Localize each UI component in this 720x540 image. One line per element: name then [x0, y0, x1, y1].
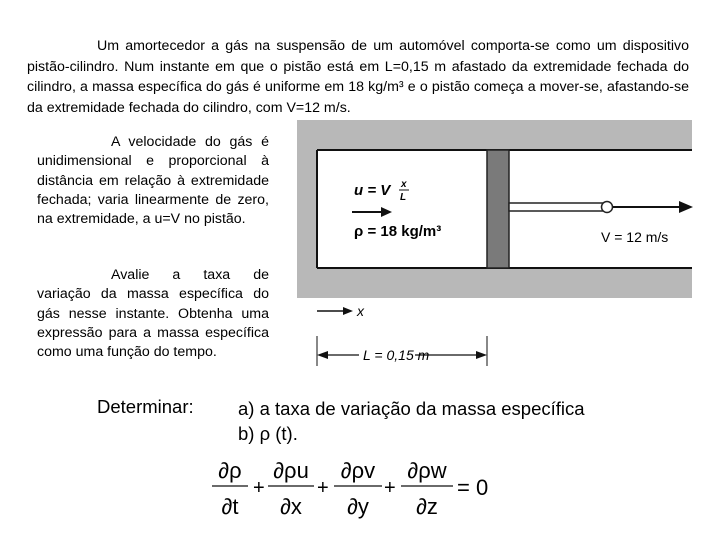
plus-sign-3: + — [384, 477, 396, 499]
term2-numerator: ∂ρu — [273, 458, 309, 483]
density-label: ρ = 18 kg/m³ — [354, 223, 442, 240]
plus-sign-2: + — [317, 477, 329, 499]
velocity-note-text: A velocidade do gás é unidimensional e proporcional à distância em relação à extremidade fechada; varia linearmente de zero, na extremidade, a u=V no pistão. — [37, 134, 269, 228]
flow-arrowhead — [381, 207, 392, 217]
cylinder-closed-end — [297, 120, 317, 298]
length-arrowhead-right — [476, 351, 487, 359]
piston-rod — [509, 203, 605, 211]
problem-intro-text: Um amortecedor a gás na suspensão de um automóvel comporta-se como um dispositivo pistão-cilindro. Num instante em que o pistão está em L=0,15 m afastado da extremidade fechada do cilindro, a massa específica do gás é uniforme em 18 kg/m³ e o pistão começa a mover-se, afastando-se da extremidade fechada do cilindro, com V=12 m/s. — [27, 38, 689, 116]
velocity-arrowhead — [679, 201, 693, 213]
velocity-note-paragraph — [37, 133, 269, 229]
fraction-numerator: x — [401, 179, 407, 190]
term2-denominator: ∂x — [280, 494, 302, 519]
piston-cylinder-diagram — [297, 118, 709, 376]
piston — [487, 150, 509, 268]
term3-numerator: ∂ρv — [340, 458, 376, 483]
term1-numerator: ∂ρ — [218, 458, 242, 483]
x-axis-arrowhead — [343, 307, 353, 315]
length-arrowhead-left — [317, 351, 328, 359]
determine-item-b: b) ρ (t). — [238, 423, 298, 444]
plus-sign-1: + — [253, 477, 265, 499]
cylinder-bottom-wall — [297, 268, 692, 298]
determine-label: Determinar: — [97, 396, 194, 417]
fraction-denominator: L — [400, 192, 407, 203]
continuity-equation — [208, 452, 508, 528]
equals-zero: = 0 — [457, 475, 489, 500]
term4-denominator: ∂z — [416, 494, 438, 519]
velocity-label: V = 12 m/s — [601, 229, 669, 245]
term3-denominator: ∂y — [347, 494, 369, 519]
term4-numerator: ∂ρw — [407, 458, 447, 483]
determine-item-a: a) a taxa de variação da massa específica — [238, 398, 585, 419]
term1-denominator: ∂t — [221, 494, 239, 519]
x-axis-label: x — [357, 303, 364, 319]
problem-intro-paragraph — [27, 36, 689, 118]
determine-items — [238, 396, 585, 446]
cylinder-top-wall — [297, 120, 692, 150]
task-text: Avalie a taxa de variação da massa específica do gás nesse instante. Obtenha uma expressão para a massa específica como uma função do tempo. — [37, 267, 269, 361]
rod-end-pin — [602, 202, 613, 213]
length-label: L = 0,15 m — [363, 347, 430, 363]
velocity-profile-equation: u = V — [354, 182, 391, 199]
task-paragraph — [37, 266, 269, 362]
